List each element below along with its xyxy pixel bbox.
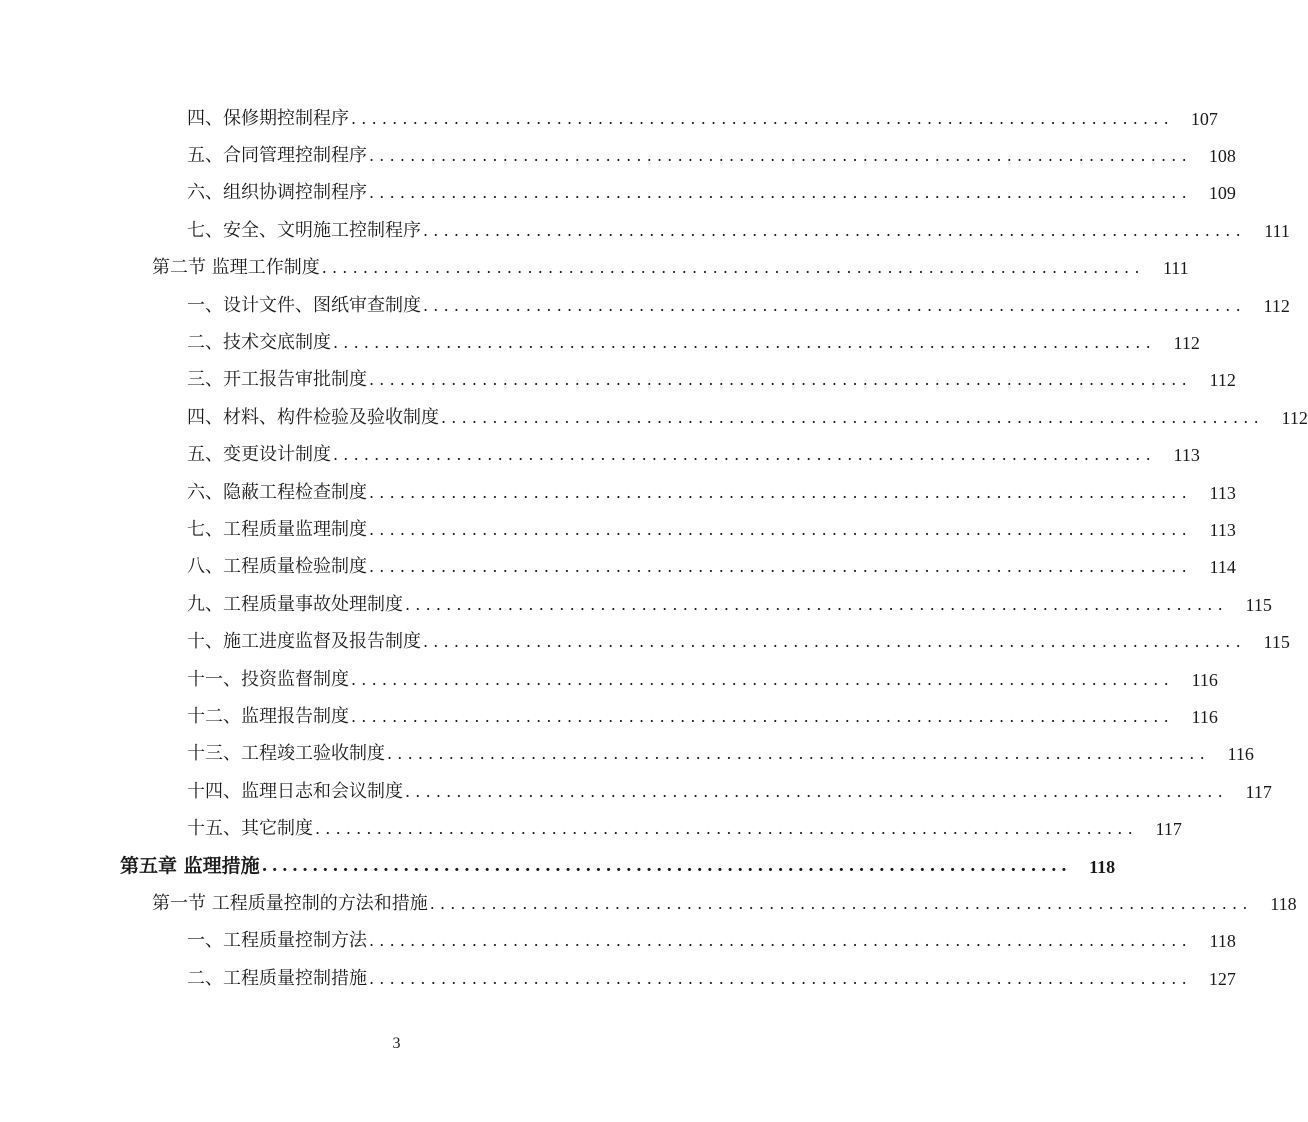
toc-entry[interactable]	[0, 437, 1200, 474]
toc-dot-leader: ................................................................................	[429, 893, 1253, 913]
toc-entry-page: 115	[1263, 632, 1290, 653]
toc-dot-leader: ................................................................................	[369, 183, 1192, 203]
toc-entry-page: 115	[1245, 594, 1272, 615]
toc-entry[interactable]	[0, 960, 1236, 997]
toc-entry[interactable]	[0, 698, 1218, 735]
page-number: 3	[392, 1035, 401, 1052]
toc-entry[interactable]	[0, 511, 1236, 548]
toc-entry-title: 七、安全、文明施工控制程序	[187, 219, 421, 241]
toc-entry-page: 117	[1155, 819, 1182, 840]
toc-entry[interactable]	[0, 362, 1236, 399]
toc-entry[interactable]	[0, 661, 1218, 698]
toc-dot-leader: ................................................................................	[315, 819, 1138, 839]
toc-entry[interactable]	[0, 810, 1182, 847]
toc-entry-page: 118	[1270, 893, 1297, 914]
toc-entry-page: 113	[1209, 519, 1236, 540]
toc-dot-leader: ................................................................................	[441, 407, 1264, 427]
table-of-contents	[0, 100, 1308, 997]
toc-dot-leader: ................................................................................	[261, 856, 1072, 876]
toc-entry[interactable]	[0, 736, 1254, 773]
toc-entry-title: 第二节 监理工作制度	[152, 257, 320, 279]
toc-entry-title: 十二、监理报告制度	[187, 705, 349, 727]
toc-entry-page: 118	[1089, 856, 1116, 877]
toc-entry-title: 五、变更设计制度	[187, 444, 331, 466]
toc-dot-leader: ................................................................................	[321, 258, 1145, 278]
toc-entry-page: 112	[1209, 370, 1236, 391]
toc-entry[interactable]	[0, 474, 1236, 511]
toc-entry[interactable]	[0, 923, 1236, 960]
toc-dot-leader: ................................................................................	[369, 370, 1192, 390]
toc-entry[interactable]	[0, 586, 1272, 623]
toc-entry-title: 十一、投资监督制度	[187, 668, 349, 690]
toc-entry-title: 六、隐蔽工程检查制度	[187, 481, 367, 503]
toc-entry-title: 十四、监理日志和会议制度	[187, 780, 403, 802]
toc-entry-page: 112	[1281, 407, 1308, 428]
toc-entry-title: 七、工程质量监理制度	[187, 518, 367, 540]
toc-entry-page: 111	[1264, 220, 1290, 241]
toc-entry-page: 112	[1173, 333, 1200, 354]
toc-entry-title: 四、保修期控制程序	[187, 107, 349, 129]
toc-entry-page: 107	[1190, 108, 1218, 129]
toc-dot-leader: ................................................................................	[405, 781, 1228, 801]
toc-entry-page: 108	[1208, 146, 1236, 167]
toc-dot-leader: ................................................................................	[369, 519, 1192, 539]
toc-entry-title: 一、设计文件、图纸审查制度	[187, 294, 421, 316]
toc-entry-title: 九、工程质量事故处理制度	[187, 593, 403, 615]
toc-entry[interactable]	[0, 885, 1297, 922]
toc-entry[interactable]	[0, 848, 1116, 885]
toc-dot-leader: ................................................................................	[387, 744, 1210, 764]
toc-entry-title: 二、技术交底制度	[187, 332, 331, 354]
toc-entry-page: 117	[1245, 781, 1272, 802]
toc-entry-title: 十、施工进度监督及报告制度	[187, 631, 421, 653]
toc-dot-leader: ................................................................................	[369, 482, 1192, 502]
toc-entry-title: 第一节 工程质量控制的方法和措施	[152, 892, 428, 914]
toc-dot-leader: ................................................................................	[369, 931, 1192, 951]
toc-dot-leader: ................................................................................	[333, 333, 1156, 353]
toc-dot-leader: ................................................................................	[351, 108, 1174, 128]
toc-entry-title: 十五、其它制度	[187, 818, 313, 840]
toc-dot-leader: ................................................................................	[423, 220, 1246, 240]
toc-entry[interactable]	[0, 549, 1236, 586]
toc-entry[interactable]	[0, 287, 1290, 324]
toc-entry-page: 111	[1162, 258, 1189, 279]
toc-entry-page: 113	[1173, 445, 1200, 466]
toc-entry-page: 113	[1209, 482, 1236, 503]
toc-entry-title: 二、工程质量控制措施	[187, 967, 367, 989]
toc-entry[interactable]	[0, 100, 1218, 137]
toc-entry-title: 第五章 监理措施	[120, 855, 260, 877]
toc-entry[interactable]	[0, 399, 1308, 436]
toc-entry-page: 109	[1208, 183, 1236, 204]
toc-entry-title: 八、工程质量检验制度	[187, 556, 367, 578]
toc-dot-leader: ................................................................................	[423, 295, 1246, 315]
toc-entry[interactable]	[0, 773, 1272, 810]
toc-entry[interactable]	[0, 175, 1236, 212]
toc-entry[interactable]	[0, 212, 1290, 249]
toc-dot-leader: ................................................................................	[351, 669, 1174, 689]
toc-entry-page: 116	[1227, 744, 1254, 765]
toc-entry[interactable]	[0, 137, 1236, 174]
toc-dot-leader: ................................................................................	[405, 594, 1228, 614]
toc-entry-page: 114	[1209, 557, 1236, 578]
toc-entry-title: 一、工程质量控制方法	[187, 930, 367, 952]
toc-entry-page: 118	[1209, 931, 1236, 952]
toc-entry[interactable]	[0, 250, 1189, 287]
toc-dot-leader: ................................................................................	[369, 968, 1192, 988]
toc-entry-page: 116	[1191, 706, 1218, 727]
toc-entry-title: 六、组织协调控制程序	[187, 182, 367, 204]
toc-dot-leader: ................................................................................	[351, 706, 1174, 726]
toc-dot-leader: ................................................................................	[369, 146, 1192, 166]
toc-entry-title: 五、合同管理控制程序	[187, 145, 367, 167]
toc-entry-page: 127	[1208, 968, 1236, 989]
toc-entry-title: 四、材料、构件检验及验收制度	[187, 406, 439, 428]
toc-entry-page: 116	[1191, 669, 1218, 690]
toc-dot-leader: ................................................................................	[369, 557, 1192, 577]
toc-dot-leader: ................................................................................	[423, 632, 1246, 652]
toc-entry-title: 十三、工程竣工验收制度	[187, 743, 385, 765]
toc-entry[interactable]	[0, 623, 1290, 660]
toc-entry-page: 112	[1263, 295, 1290, 316]
toc-dot-leader: ................................................................................	[333, 445, 1156, 465]
toc-entry-title: 三、开工报告审批制度	[187, 369, 367, 391]
toc-entry[interactable]	[0, 324, 1200, 361]
